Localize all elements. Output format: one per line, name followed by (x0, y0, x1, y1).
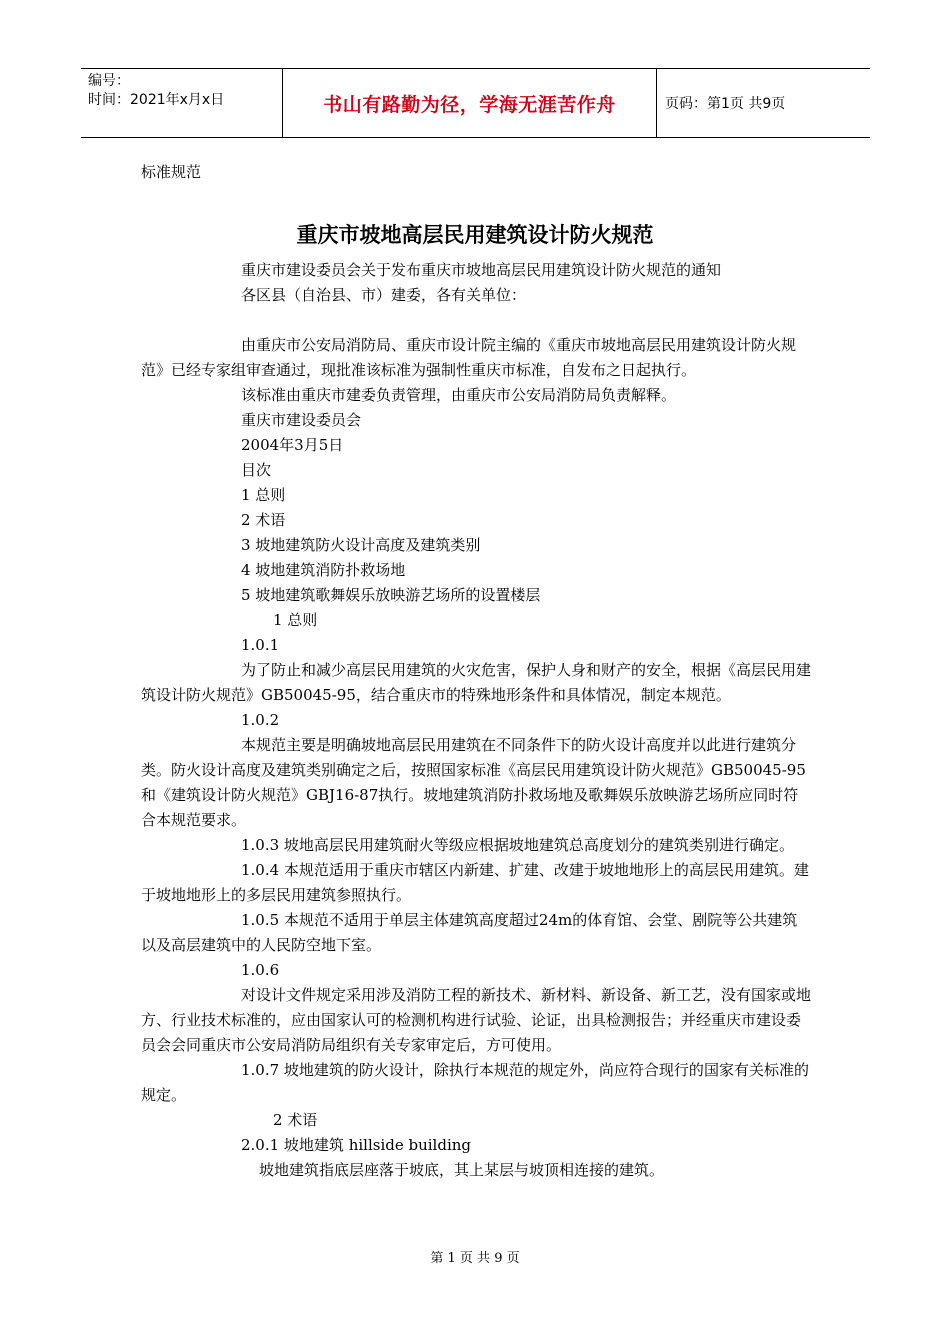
notice-paragraph-2: 该标准由重庆市建委负责管理，由重庆市公安局消防局负责解释。 (241, 386, 677, 404)
number-label: 编号： (88, 73, 130, 89)
clause-number: 1.0.2 (241, 711, 280, 729)
section-heading: 1 总则 (273, 611, 318, 629)
toc-heading: 目次 (241, 461, 272, 479)
toc-item: 1 总则 (241, 486, 286, 504)
toc-item: 4 坡地建筑消防扑救场地 (241, 561, 406, 579)
clause-text: 1.0.4 本规范适用于重庆市辖区内新建、扩建、改建于坡地地形上的高层民用建筑。建于坡地地形上的多层民用建筑参照执行。 (141, 861, 809, 904)
toc-item: 2 术语 (241, 511, 286, 529)
notice-addressee: 各区县（自治县、市）建委，各有关单位： (241, 286, 527, 304)
spacer (141, 308, 811, 333)
clause-text: 为了防止和减少高层民用建筑的火灾危害，保护人身和财产的安全，根据《高层民用建筑设计防火规范》GB50045-95，结合重庆市的特殊地形条件和具体情况，制定本规范。 (141, 661, 812, 704)
toc-item: 5 坡地建筑歌舞娱乐放映游艺场所的设置楼层 (241, 586, 541, 604)
clause-text: 本规范主要是明确坡地高层民用建筑在不同条件下的防火设计高度并以此进行建筑分类。防火设计高度及建筑类别确定之后，按照国家标准《高层民用建筑设计防火规范》GB50045-95和《建筑设计防火规范》GBJ16-87执行。坡地建筑消防扑救场地及歌舞娱乐放映游艺场所应同时符合本规范要求。 (141, 736, 806, 829)
doc-label: 标准规范 (141, 163, 202, 181)
header-page-info: 页码：第1页 共9页 (665, 96, 786, 112)
header-motto: 书山有路勤为径，学海无涯苦作舟 (282, 69, 657, 137)
date-label: 时间：2021年x月x日 (88, 92, 225, 108)
clause-text: 2.0.1 坡地建筑 hillside building (241, 1136, 472, 1154)
clause-text: 对设计文件规定采用涉及消防工程的新技术、新材料、新设备、新工艺，没有国家或地方、行业技术标准的，应由国家认可的检测机构进行试验、论证，出具检测报告；并经重庆市建设委员会会同重庆市公安局消防局组织有关专家审定后，方可使用。 (141, 986, 812, 1054)
document-title: 重庆市坡地高层民用建筑设计防火规范 (296, 223, 654, 247)
clause-text: 1.0.5 本规范不适用于单层主体建筑高度超过24m的体育馆、会堂、剧院等公共建筑以及高层建筑中的人民防空地下室。 (141, 911, 798, 954)
toc-item: 3 坡地建筑防火设计高度及建筑类别 (241, 536, 481, 554)
clause-number: 1.0.1 (241, 636, 280, 654)
notice-paragraph: 由重庆市公安局消防局、重庆市设计院主编的《重庆市坡地高层民用建筑设计防火规范》已经专家组审查通过，现批准该标准为强制性重庆市标准，自发布之日起执行。 (141, 336, 797, 379)
clause-number: 1.0.6 (241, 961, 280, 979)
header-meta (81, 69, 282, 137)
notice-heading: 重庆市建设委员会关于发布重庆市坡地高层民用建筑设计防火规范的通知 (241, 261, 722, 279)
page-footer: 第 1 页 共 9 页 (430, 1251, 520, 1266)
section-heading: 2 术语 (273, 1111, 318, 1129)
header-table (81, 68, 870, 138)
notice-date: 2004年3月5日 (241, 436, 344, 454)
notice-issuer: 重庆市建设委员会 (241, 411, 362, 429)
clause-definition: 坡地建筑指底层座落于坡底，其上某层与坡顶相连接的建筑。 (259, 1161, 665, 1179)
clause-text: 1.0.3 坡地高层民用建筑耐火等级应根据坡地建筑总高度划分的建筑类别进行确定。 (241, 836, 794, 854)
document-body (141, 258, 811, 1183)
clause-text: 1.0.7 坡地建筑的防火设计，除执行本规范的规定外，尚应符合现行的国家有关标准的规定。 (141, 1061, 809, 1104)
